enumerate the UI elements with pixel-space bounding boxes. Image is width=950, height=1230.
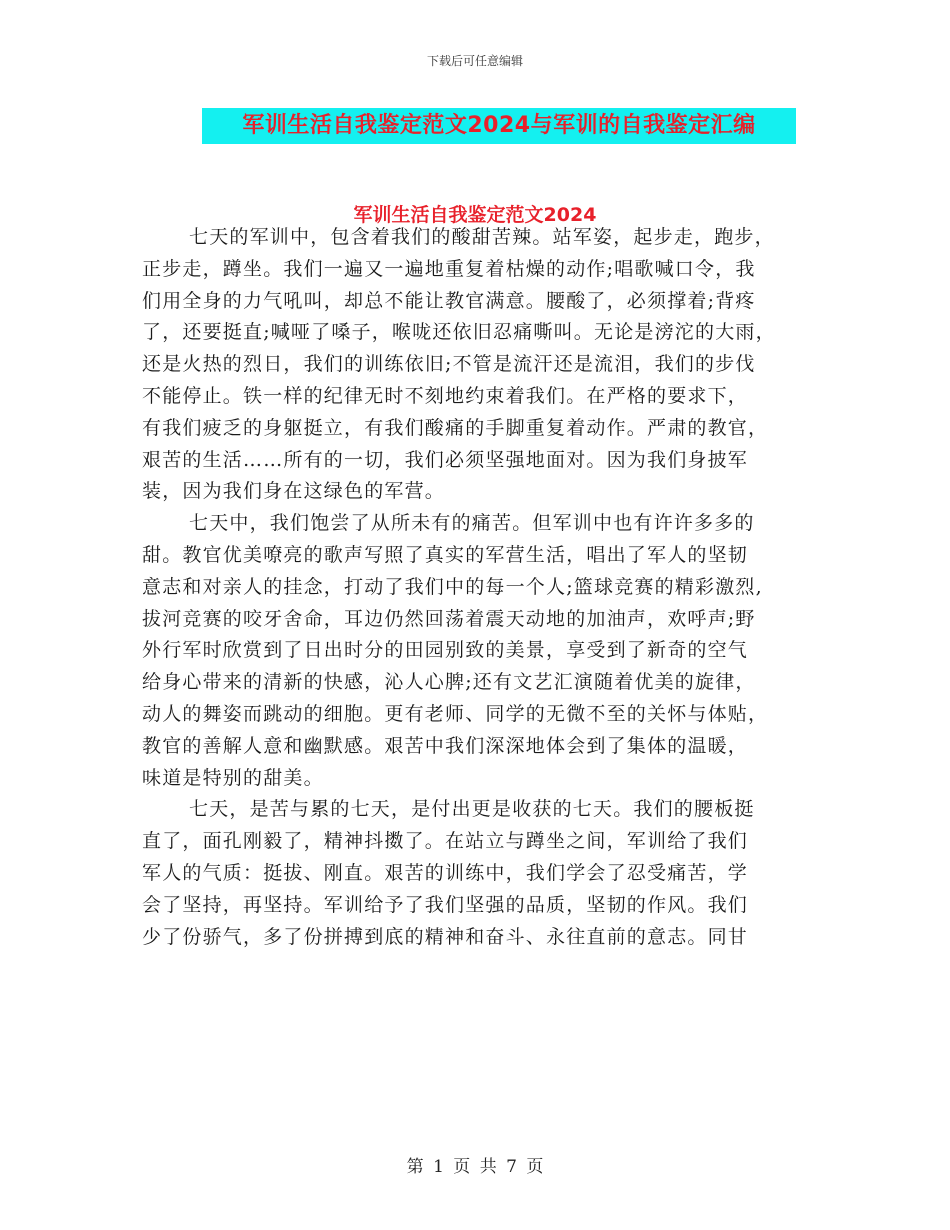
paragraph-line: 还是火热的烈日，我们的训练依旧;不管是流汗还是流泪，我们的步伐 <box>142 353 756 376</box>
paragraph-line: 拔河竞赛的咬牙舍命，耳边仍然回荡着震天动地的加油声，欢呼声;野 <box>142 607 756 630</box>
paragraph-line: 直了，面孔刚毅了，精神抖擞了。在站立与蹲坐之间，军训给了我们 <box>142 830 749 853</box>
page-footer: 第 1 页 共 7 页 <box>406 1157 544 1177</box>
paragraph-line: 意志和对亲人的挂念，打动了我们中的每一个人;篮球竞赛的精彩激烈, <box>142 575 763 598</box>
paragraph-line: 正步走，蹲坐。我们一遍又一遍地重复着枯燥的动作;唱歌喊口令，我 <box>142 257 756 280</box>
paragraph-line: 了，还要挺直;喊哑了嗓子，喉咙还依旧忍痛嘶叫。无论是滂沱的大雨， <box>142 321 776 344</box>
paragraph-line: 教官的善解人意和幽默感。艰苦中我们深深地体会到了集体的温暖， <box>142 734 749 757</box>
paragraph-line: 少了份骄气，多了份拼搏到底的精神和奋斗、永往直前的意志。同甘 <box>142 925 749 948</box>
section-title: 军训生活自我鉴定范文2024 <box>353 204 597 226</box>
paragraph-line: 给身心带来的清新的快感，沁人心脾;还有文艺汇演随着优美的旋律， <box>142 671 756 694</box>
paragraph-line: 七天中，我们饱尝了从所未有的痛苦。但军训中也有许许多多的 <box>189 512 755 535</box>
paragraph-line: 动人的舞姿而跳动的细胞。更有老师、同学的无微不至的关怀与体贴， <box>142 702 769 725</box>
paragraph-line: 会了坚持，再坚持。军训给予了我们坚强的品质，坚韧的作风。我们 <box>142 893 749 916</box>
paragraph-line: 装，因为我们身在这绿色的军营。 <box>142 480 446 503</box>
paragraph-line: 不能停止。铁一样的纪律无时不刻地约束着我们。在严格的要求下， <box>142 384 749 407</box>
header-note: 下载后可任意编辑 <box>426 54 523 68</box>
paragraph-line: 艰苦的生活……所有的一切，我们必须坚强地面对。因为我们身披军 <box>142 448 749 471</box>
paragraph-line: 有我们疲乏的身躯挺立，有我们酸痛的手脚重复着动作。严肃的教官， <box>142 416 769 439</box>
paragraph <box>142 794 812 953</box>
paragraph <box>142 222 812 508</box>
paragraph-line: 味道是特别的甜美。 <box>142 766 324 789</box>
paragraph-line: 外行军时欣赏到了日出时分的田园别致的美景，享受到了新奇的空气 <box>142 639 749 662</box>
paragraph <box>142 508 812 794</box>
paragraph-line: 七天的军训中，包含着我们的酸甜苦辣。站军姿，起步走，跑步， <box>189 226 775 248</box>
paragraph-line: 们用全身的力气吼叫，却总不能让教官满意。腰酸了，必须撑着;背疼 <box>142 289 756 312</box>
paragraph-line: 甜。教官优美嘹亮的歌声写照了真实的军营生活，唱出了军人的坚韧 <box>142 543 749 566</box>
body-text <box>142 222 812 953</box>
doc-title-highlight <box>202 108 796 144</box>
paragraph-line: 军人的气质：挺拔、刚直。艰苦的训练中，我们学会了忍受痛苦，学 <box>142 861 749 884</box>
paragraph-line: 七天，是苦与累的七天，是付出更是收获的七天。我们的腰板挺 <box>189 798 755 821</box>
doc-title: 军训生活自我鉴定范文2024与军训的自我鉴定汇编 <box>242 113 756 138</box>
